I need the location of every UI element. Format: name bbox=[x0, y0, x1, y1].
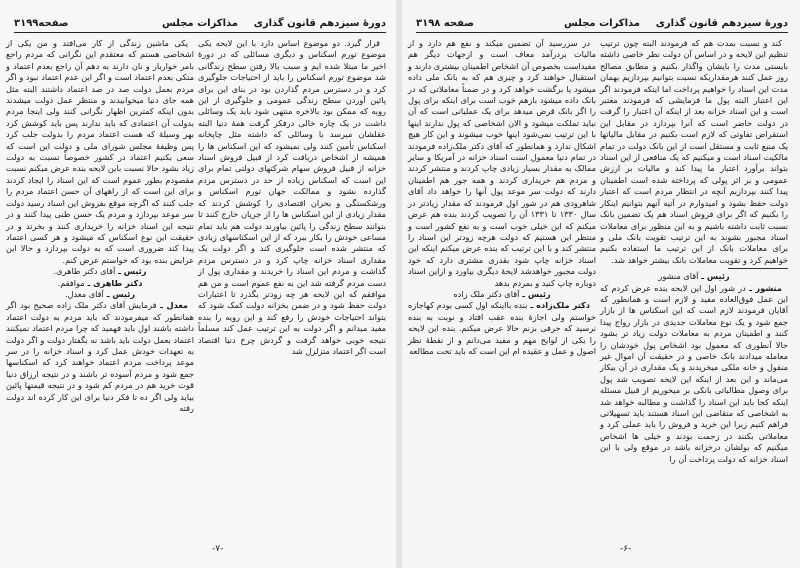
page-number: -۶- bbox=[620, 544, 632, 554]
paragraph-text: یکی ماشین زندگی از کار می‌افتد و من یکی از اشخاصی هستم که معتقدم این نگرانی که مردم راجع بامر خواربار و نان دارند به دهم آن راجع بعدم اعتماد و متکی بعدم اعتماد است و اگر این عدم اعتماد نبود و اگر مردم بعمل دولت صد در صد اعتماد داشتند البته مثل همه جای دنیا میخوابیدند و منتظر عمل دولت میشدند بدون اینکه کمترین اظهار نگرانی کنند ولی اینجا مردم بدولت آن اعتمادی که باید ندارند پس باید کوشش کرد بهر وسیلهٔ که هست اعتماد مردم را بدولت جلب کرد پس وظیفهٔ مجلس شورای ملی و دولت این است که سعی بکنیم اعتماد در کشور خصوصاً نسبت به دولت زیاد بشود حالا نسبت باین لایحه بنده عرض میکنم نسبت مقصودم بطور عموم است که این اسناد را ایجاد کردند برای این است که از راههای آن حسن اعتماد مردم را جلب کنند که اگرچه موقع بفروش این اسناد رسید دولت سر موعد بپردازد و مردم یک حسن ظنی پیدا کنند و در نتیجه این اسناد خزانه را خریداری کنند و بخرند و در حقیقت این نوع اسکناس که میشود و هر کسی اعتماد پیدا کند ضروری است که به دولت بپردازد و حالا این عرایض بنده بود که خواستم عرض کنم. bbox=[6, 38, 194, 265]
paragraph bbox=[408, 300, 596, 357]
paragraph-text: آقای دکتر ملک زاده bbox=[453, 288, 520, 299]
speaker-name: منشور ـ bbox=[745, 282, 782, 293]
header-title: دورهٔ سیزدهم قانون گذاری bbox=[655, 18, 788, 29]
speaker-name: دکتر ملک‌زاده ـ bbox=[527, 300, 590, 311]
paragraph bbox=[600, 271, 788, 282]
section-divider bbox=[728, 268, 788, 269]
paragraph-text: آقای منشور bbox=[658, 271, 699, 282]
speaker-name: رئیس ـ bbox=[115, 266, 147, 277]
header-section: مذاکرات مجلس bbox=[161, 18, 239, 29]
paragraph-text: کند و نسبت بمدت هم که فرمودند البته چون ترتیب تنظیم این لایحه و در اساس آن دولت نظر خاصی داشته بایستی مدت را بایشان واگذار بکنیم و مطابق مصالح روز عمل کنند هرمقداریکه نسبت بتوانیم بپردازیم بهمان مدت این اسناد را خواهیم پرداخت اما اینکه فرمودند اگر این اعتبار البته پول ما فرمایشی که فرمودند معتبر است و این اسناد خزانه بعد از اینکه آن اعتبار را گرفت در دولت حاضر است که آنرا بپردازد در مقابل این استقراض تفاوتی که لازم است بکنیم در مقابل مالیاتها یک منبع ثابت و مستقل است از این بانک دولت در تمام مالکیت اسناد است و میکنیم که یک منافعی از این اسناد بتواند برآورد اعتبار ما پیدا کند و مالیات بر ارزش عمومی و بر اثر پولی که پرداخته شده است اطمینان پیدا کنند بپردازیم آنچه در انتظار مردم است که اعتبار دولت حفظ بشود و امیدوارم در آتیه آنهم بتوانیم اینکار را بکنیم که اگر برای فروش اسناد هم یک تضمین بانک نسبت ثابت داشته باشیم و به این منظور برای معاملات اسناد مجبور بشوند به این ترتیب تقویت بانک ملی و برای معاملات بانک از این ترتیب ما استفاده بکنیم خواهیم کرد و تقویت معاملات بانک بیشتر خواهد شد. bbox=[600, 38, 788, 265]
paragraph bbox=[6, 38, 194, 266]
speaker-name: رئیس ـ bbox=[103, 288, 136, 299]
text-column-left bbox=[6, 38, 194, 414]
paragraph bbox=[6, 300, 194, 414]
paragraph-text: موافقم. bbox=[57, 277, 85, 288]
text-column-right bbox=[600, 38, 788, 465]
paragraph-text: در سررسید آن تضمین میکند و نفع هم دارد و از مالیات بردرآمد معاف است و ازجهات دیگر هم مفیداست بخصوص آن اشخاص اطمینان بیشتری دارند و استقبال خواهند کرد و چیزی هم که به بانک ملی داده میشود یا برگشت خواهد کرد و در ضمناً معاملاتی که در بانک داده میشود بازهم خوب است برای اینکه برای پول را اگر بانک قرض میدهد برای یک عملیاتی است که آن نباید تملکت میشود و الان اشخاصی که پول ندارند اینها با این ترتیب نمی‌شود اینها خوب میشوند و این کار هیچ اشکال ندارد و همانطور که آقای دکتر ملک‌زاده فرمودند در تمام دنیا معمول است اسناد خزانه در آمریکا و سایر ممالک به مقدار بسیار زیادی چاپ کردند و منتشر کردند و مردم هم خریداری کردند و همه جور هم اطمینان دارند که دولت سر موعد پول آنها را خواهد داد آقای شاهرودی هم در شور اول فرمودند که مقدار زیادتر در سال ۱۳۳۰ تا ۱۳۳۱ آن را تصویب کردند بنده هم عرض میکنم که این خیلی خوب است و به نفع کشور است و منتظر این هستیم که دولت هرچه زودتر این اسناد را منتشر کند و با این ترتیب که بنده عرض میکنم اینکه این اسناد خزانه چاپ شود بقدری مشتری دارد که خود دولت مجبور خواهدشد لایحهٔ دیگری بیاورد و ازاین اسناد دوباره چاپ کنید و بمردم بدهد bbox=[408, 38, 596, 288]
header-title: دورهٔ سیزدهم قانون گذاری bbox=[253, 18, 386, 29]
paragraph-text: بنده بااینکه اول کسی بودم کهاجازه خواستم ولی اجازهٔ بنده عقب افتاد و نوبت به بنده نرسید که حرفی بزنم حالا عرض میکنم. بنده این لایحه را یکی از لوایح مهم و مفید می‌دانم و از نقطهٔ نظر اصول و عمل و عقیده ام این است که باید تحت مطالعه bbox=[408, 300, 596, 356]
paragraph-text: در شور اول این لایحه بنده عرض کردم که این عمل فوق‌العاده مفید و لازم است و همانطور که آقایان فرمودند لازم است که این اسکناس ها از بازار جمع شود و یک نوع معاملات جدیدی در بازار رواج پیدا کنند و اطمینان مردم به معاملات دولت زیاد تر بشود حالا آنطوری که معمول بود اشخاص پول خودشان را معامله میدادند بانک خاصی و در حقیقت آن اموال غیر منقول و خانه ملکی میخریدند و یک مقداری در آن بیکار می‌ماند و این بعد از اینکه این لایحه تصویب شد پول برای وصول مطالباتی بانکی بر میخوریم از قبیل مسئله اینکه کجا باید این اسناد را گذاشت و مطالبه خواهد شد به اشخاصی که متقاضی این اسناد هستند باید تسهیلاتی فراهم کنیم زیرا این خرید و فروش را باید عملی کرد و معاملاتی بکنند در زحمت بودند و خیلی ها اشخاص میکنیم که بولشان درخزانه باشد در موقع ولی با این اسناد خزانه که دولت پرداخت آن را bbox=[600, 282, 788, 464]
header-page-number: صفحه ۳۱۹۸ bbox=[416, 18, 475, 29]
paragraph bbox=[408, 289, 596, 300]
paragraph-text: آقای دکتر طاهری. bbox=[53, 266, 116, 277]
paragraph-text: آقای معدل. bbox=[64, 288, 104, 299]
page-number: -۷- bbox=[212, 544, 224, 554]
paragraph bbox=[198, 38, 386, 357]
header-section: مذاکرات مجلس bbox=[563, 18, 641, 29]
paragraph-text: قرار گیرد. دو موضوع اساس دارد با این لایحه یکی موضوع تورم اسکناس و دیگری مسائلی که در دورهٔ اخیر ما مبتلا شده ایم و سبب بالا رفتن سطح زندگانی شد موضوع تورم اسکناس را باید از احتیاجات جلوگیری کرد و در دسترس مردم گذاردن بود در بنای این برای پائین آوردن سطح زندگی عمومی و جلوگیری از این رویه که ممکن بود بالاخره منتهی شود باید یک وسائلی داشت در یک چاره خالی درفکر گرفت همهٔ دنیا البته عقلشان میرسد با وسائلی که داشته مثل چاپخانه اسکناس تأمین کنند ولی نمیشود که این اسکناس ها را همیشه از اشخاص دریافت کرد از قبیل فروش اسناد خزانه از قبیل فروش سهام شرکتهای دولتی تمام برای این است که اسکناس زیاده از حد در دسترس مردم گذارده نشود و ممالکت جهان تورم اسکناس و ورشکستگی و بحران اقتصادی را کوشش کردند که مقدار زیادی از این اسکناس ها را از جریان خارج کنند تا بتوانند سطح زندگی را پائین بیاورند دولت هم باید تمام مساعی خودش را بکار ببرد که از این اسکناسهای زیادی که منتشر شده است جلوگیری کند و اگر دولت یک مقداری اسناد خزانه چاپ کرد و در دسترس مردم گذاشت و مردم این اسناد را خریدند و مقداری پول از دست مردم گرفته شد این به نفع عموم است و من هم موافقم که این لایحه هر چه زودتر بگذرد تا اعتبارات دولت حفظ شود و در ضمن بخزانه دولت کمک شود که بتواند احتیاجات خودش را رفع کند و این رویه را بنده مفید میدانم و اگر دولت به این ترتیب عمل کند مسلماً نتیجه خوبی خواهد گرفت و گردش چرخ دنیا اقتصاد است اگر اعتماد متزلزل شد bbox=[198, 38, 386, 356]
page-header bbox=[416, 18, 788, 33]
paragraph-text: فرمایش آقای دکتر ملک زاده صحیح بود اگر همانطور که میفرمودند که باید مردم به دولت اعتماد داشته باشند اول باید فهمید که چرا مردم اعتماد نمیکنند اعتماد بعمل دولت باید باشد نه بگفتار دولت و اگر دولت به تعهدات خودش عمل کرد و اسناد خزانه را در سر موعد پرداخت مردم اعتماد خواهند کرد که اسکناسها جمع شود و مردم آسوده تر باشند و در نتیجه ارزاق دنیا قوت خرید هم در مردم کم شود و در نتیجه قیمتها پائین بیاید ولی اگر ده تا فکر دنیا برای این کار کرده اند دولت رفته bbox=[6, 300, 194, 413]
header-page-number: صفحه۳۱۹۹ bbox=[14, 18, 69, 29]
paragraph bbox=[408, 38, 596, 289]
speaker-name: رئیس ـ bbox=[698, 271, 730, 282]
left-page bbox=[0, 0, 396, 568]
text-column-right bbox=[198, 38, 386, 357]
paragraph bbox=[600, 38, 788, 266]
paragraph bbox=[6, 278, 194, 289]
speaker-name: رئیس ـ bbox=[519, 288, 551, 299]
paragraph bbox=[6, 266, 194, 277]
right-page bbox=[402, 0, 798, 568]
paragraph bbox=[6, 289, 194, 300]
page-header bbox=[14, 18, 386, 33]
paragraph bbox=[600, 283, 788, 466]
speaker-name: دکتر طاهری ـ bbox=[84, 277, 143, 288]
text-column-left bbox=[408, 38, 596, 357]
speaker-name: معدل ـ bbox=[156, 300, 189, 311]
